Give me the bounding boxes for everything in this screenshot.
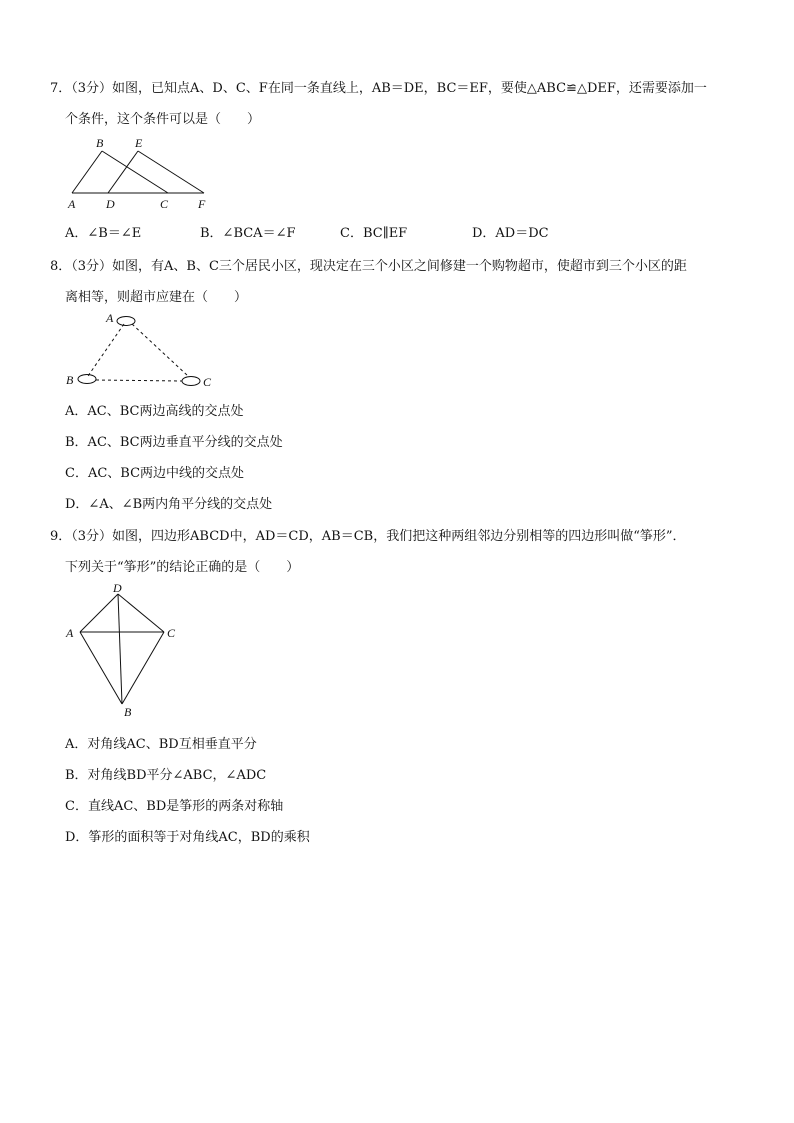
q8-label-B: B	[66, 373, 74, 387]
q7-option-a: A．∠B＝∠E	[65, 226, 142, 241]
q9-figure	[60, 580, 190, 720]
q9-stem-line2: 下列关于“筝形”的结论正确的是（ ）	[65, 560, 300, 575]
q8-option-c: C．AC、BC两边中线的交点处	[65, 466, 245, 481]
q8-label-A: A	[106, 311, 114, 325]
q9-label-B: B	[124, 705, 132, 719]
q9-label-C: C	[167, 626, 176, 640]
q7-option-d: D．AD＝DC	[472, 226, 549, 241]
q7-label-F: F	[198, 197, 206, 211]
q7-option-c: C．BC∥EF	[340, 226, 408, 241]
q8-option-b: B．AC、BC两边垂直平分线的交点处	[65, 435, 283, 450]
q9-option-d: D．筝形的面积等于对角线AC，BD的乘积	[65, 830, 310, 845]
q8-option-a: A．AC、BC两边高线的交点处	[65, 404, 244, 419]
q8-stem-line2: 离相等，则超市应建在（ ）	[65, 290, 248, 305]
q7-label-E: E	[135, 136, 143, 150]
q9-option-b: B．对角线BD平分∠ABC，∠ADC	[65, 768, 267, 783]
q9-label-D: D	[113, 581, 122, 595]
q7-label-A: A	[68, 197, 76, 211]
q9-stem-line1: 9．（3分）如图，四边形ABCD中，AD＝CD，AB＝CB，我们把这种两组邻边分别相等的四边形叫做“筝形”．	[50, 529, 686, 544]
q7-option-b: B．∠BCA＝∠F	[200, 226, 296, 241]
q8-option-d: D．∠A、∠B两内角平分线的交点处	[65, 497, 273, 512]
q9-option-a: A．对角线AC、BD互相垂直平分	[65, 737, 257, 752]
q7-label-B: B	[96, 136, 104, 150]
q7-stem-line1: 7．（3分）如图，已知点A、D、C、F在同一条直线上，AB＝DE，BC＝EF，要使△ABC≌△DEF，还需要添加一	[50, 81, 707, 96]
q8-stem-line1: 8．（3分）如图，有A、B、C三个居民小区，现决定在三个小区之间修建一个购物超市，使超市到三个小区的距	[50, 259, 687, 274]
q9-label-A: A	[66, 626, 74, 640]
q7-figure	[60, 135, 220, 215]
q8-label-C: C	[203, 375, 212, 389]
q7-stem-line2: 个条件，这个条件可以是（ ）	[65, 112, 261, 127]
q7-label-D: D	[106, 197, 115, 211]
q7-label-C: C	[160, 197, 169, 211]
q8-figure	[60, 310, 230, 390]
q9-option-c: C．直线AC、BD是筝形的两条对称轴	[65, 799, 284, 814]
